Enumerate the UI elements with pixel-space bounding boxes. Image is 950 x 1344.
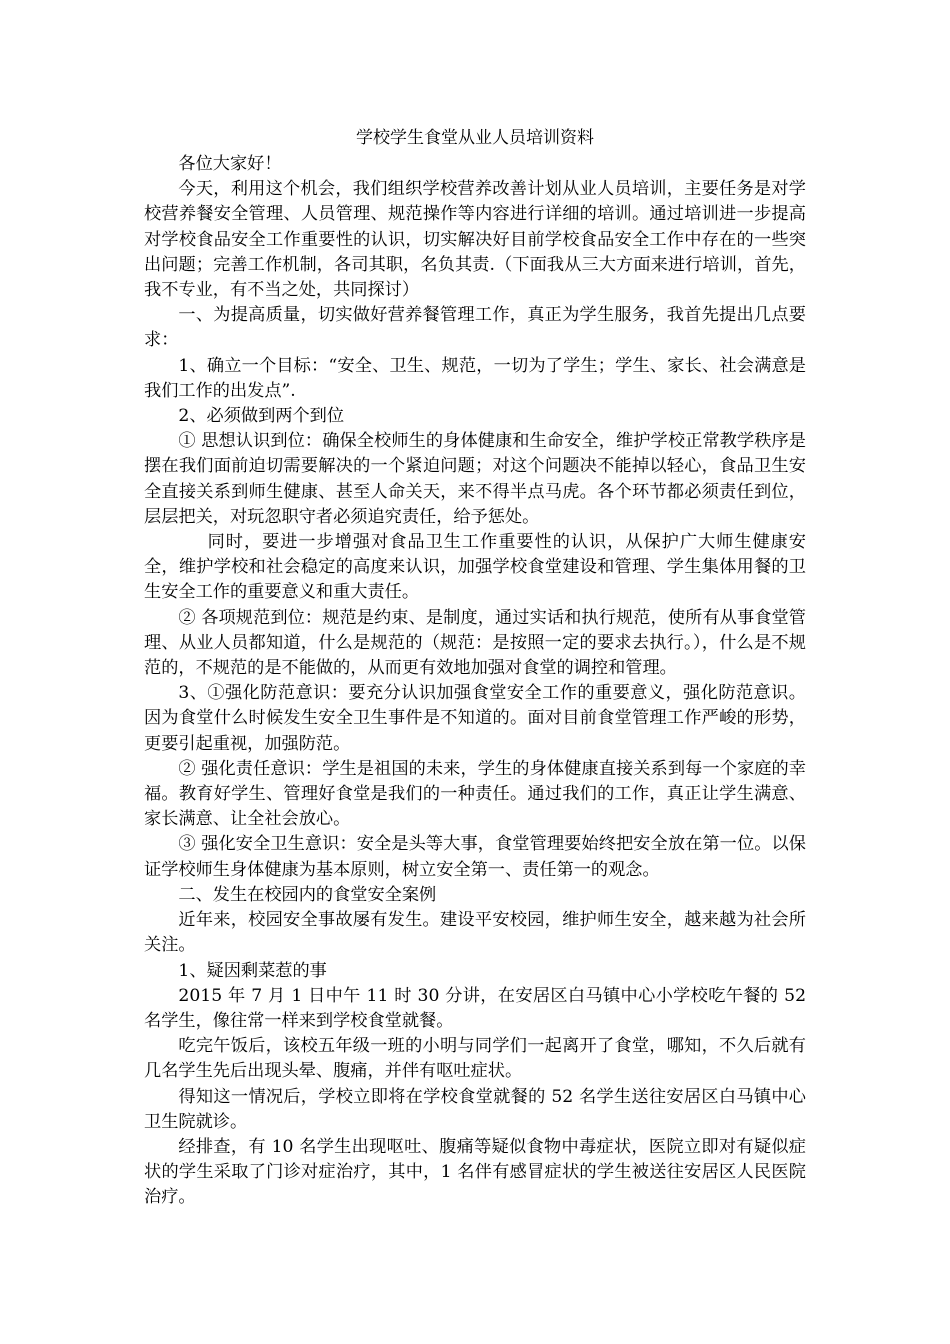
paragraph-item-1-goal: 1、确立一个目标：“安全、卫生、规范，一切为了学生；学生、家长、社会满意是我们工作的出发点”. xyxy=(144,355,806,401)
paragraph-case-1-text-1: 2015 年 7 月 1 日中午 11 时 30 分讲，在安居区白马镇中心小学校吃午餐的 52 名学生，像往常一样来到学校食堂就餐。 xyxy=(144,985,806,1031)
paragraph-case-1-text-2: 吃完午饭后，该校五年级一班的小明与同学们一起离开了食堂，哪知，不久后就有几名学生先后出现头晕、腹痛，并伴有呕吐症状。 xyxy=(144,1036,806,1082)
paragraph-item-2-heading: 2、必须做到两个到位 xyxy=(178,406,345,427)
paragraph-item-3-3: ③ 强化安全卫生意识：安全是头等大事，食堂管理要始终把安全放在第一位。以保证学校师生身体健康为基本原则，树立安全第一、责任第一的观念。 xyxy=(144,834,806,880)
paragraph-item-3-2: ② 强化责任意识：学生是祖国的未来，学生的身体健康直接关系到每一个家庭的幸福。教育好学生、管理好食堂是我们的一种责任。通过我们的工作，真正让学生满意、家长满意、让全社会放心。 xyxy=(144,758,806,830)
paragraph-section-2-heading: 二、发生在校园内的食堂安全案例 xyxy=(178,884,437,905)
paragraph-item-2-2: ② 各项规范到位：规范是约束、是制度，通过实话和执行规范，使所有从事食堂管理、从业人员都知道，什么是规范的（规范：是按照一定的要求去执行。），什么是不规范的，不规范的是不能做的，从而更有效地加强对食堂的调控和管理。 xyxy=(144,607,806,679)
paragraph-intro: 今天，利用这个机会，我们组织学校营养改善计划从业人员培训，主要任务是对学校营养餐安全管理、人员管理、规范操作等内容进行详细的培训。通过培训进一步提高对学校食品安全工作重要性的认识，切实解决好目前学校食品安全工作中存在的一些突出问题；完善工作机制，各司其职，名负其责.（下面我从三大方面来进行培训，首先，我不专业，有不当之处，共同探讨） xyxy=(144,179,806,301)
document-body xyxy=(144,125,806,1211)
paragraph-case-1-text-4: 经排查，有 10 名学生出现呕吐、腹痛等疑似食物中毒症状，医院立即对有疑似症状的学生采取了门诊对症治疗，其中，1 名伴有感冒症状的学生被送往安居区人民医院治疗。 xyxy=(144,1136,806,1208)
paragraph-section-2-intro: 近年来，校园安全事故屡有发生。建设平安校园，维护师生安全，越来越为社会所关注。 xyxy=(144,910,806,956)
paragraph-item-2-1: ① 思想认识到位：确保全校师生的身体健康和生命安全，维护学校正常教学秩序是摆在我们面前迫切需要解决的一个紧迫问题；对这个问题决不能掉以轻心，食品卫生安全直接关系到师生健康、甚至人命关天，来不得半点马虎。各个环节都必须责任到位，层层把关，对玩忽职守者必须追究责任，给予惩处。 xyxy=(144,431,806,527)
paragraph-item-2-1-continued: 同时，要进一步增强对食品卫生工作重要性的认识，从保护广大师生健康安全，维护学校和社会稳定的高度来认识，加强学校食堂建设和管理、学生集体用餐的卫生安全工作的重要意义和重大责任。 xyxy=(144,532,806,603)
paragraph-item-3-1: 3、①强化防范意识：要充分认识加强食堂安全工作的重要意义，强化防范意识。因为食堂什么时候发生安全卫生事件是不知道的。面对目前食堂管理工作严峻的形势，更要引起重视，加强防范。 xyxy=(144,683,806,754)
document-title: 学校学生食堂从业人员培训资料 xyxy=(356,128,594,148)
paragraph-case-1-heading: 1、疑因剩菜惹的事 xyxy=(178,960,327,981)
paragraph-case-1-text-3: 得知这一情况后，学校立即将在学校食堂就餐的 52 名学生送往安居区白马镇中心卫生院就诊。 xyxy=(144,1086,806,1132)
paragraph-section-1-heading: 一、为提高质量，切实做好营养餐管理工作，真正为学生服务，我首先提出几点要求： xyxy=(144,305,806,351)
paragraph-greeting: 各位大家好！ xyxy=(178,154,282,174)
